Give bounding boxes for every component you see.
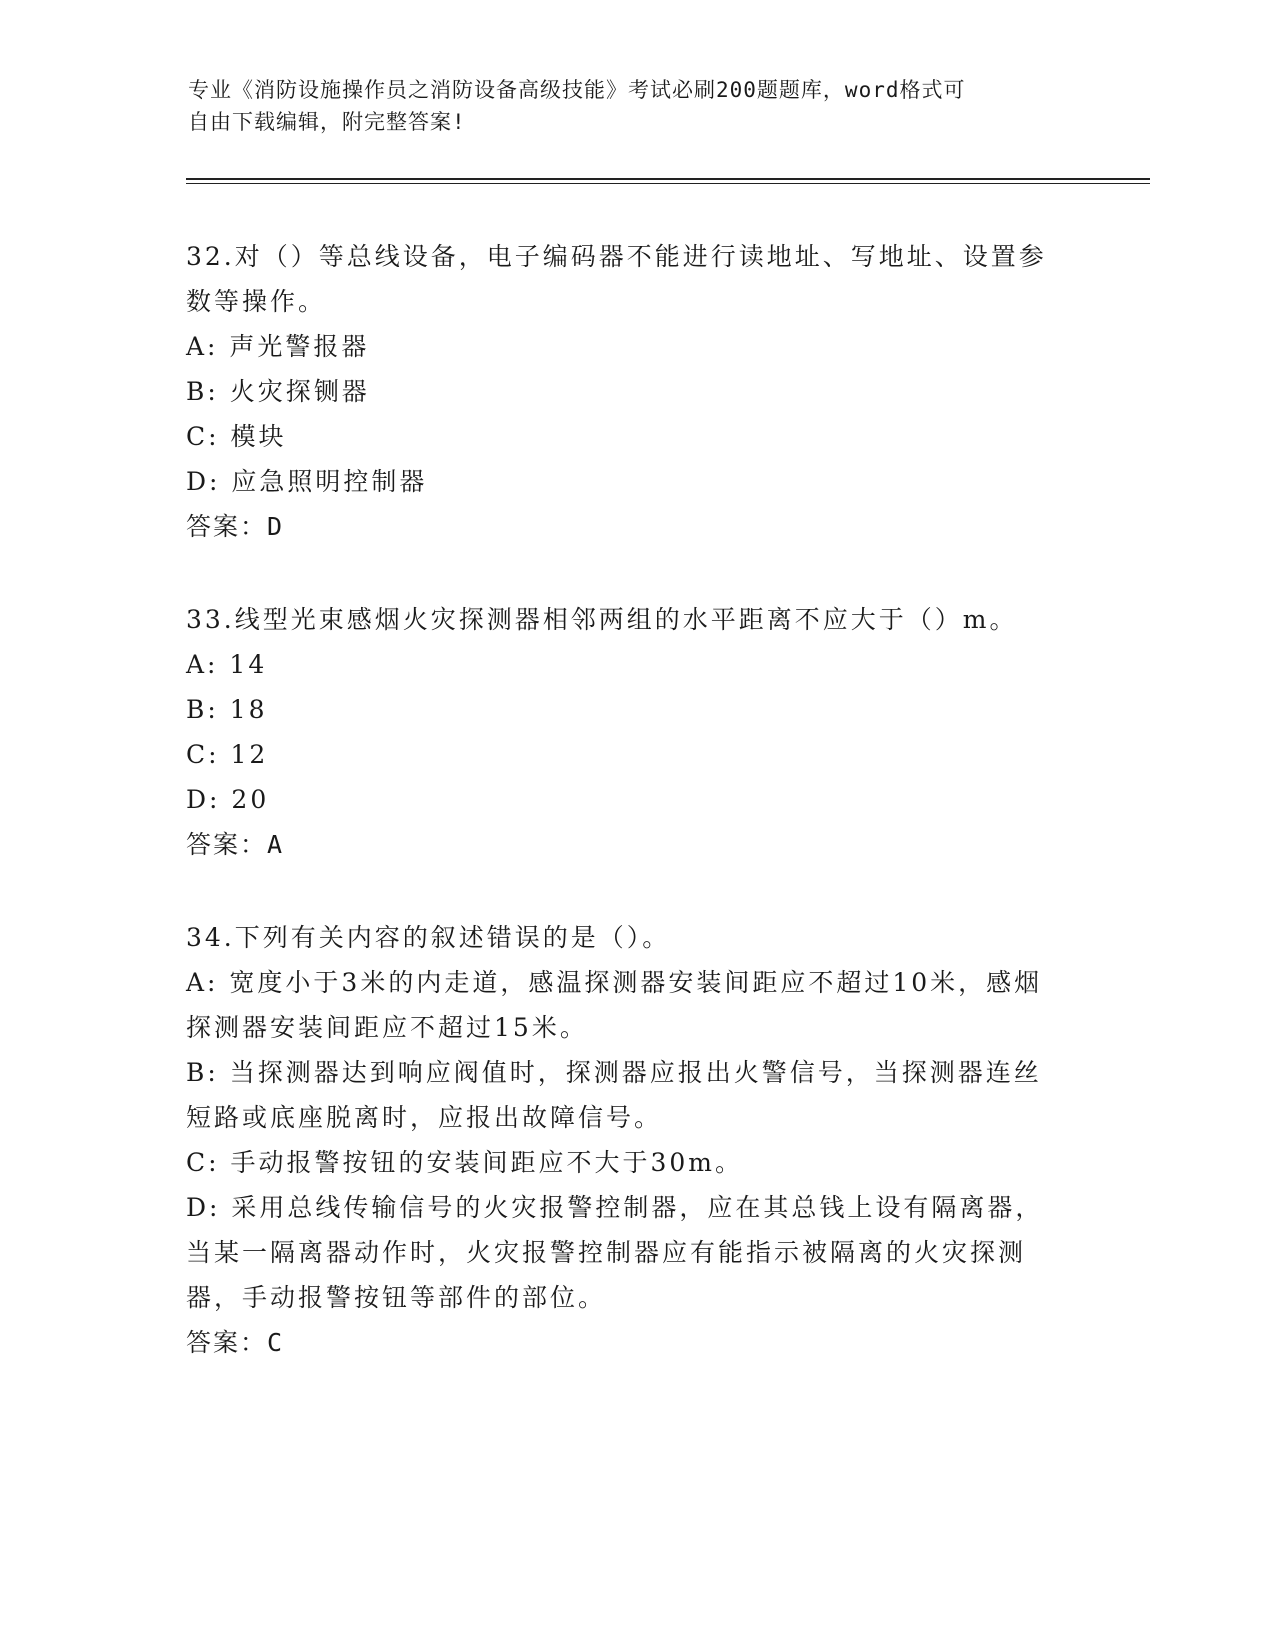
question-stem: 33.线型光束感烟火灾探测器相邻两组的水平距离不应大于（）m。: [186, 605, 1018, 634]
header-line-2: 自由下载编辑，附完整答案!: [188, 110, 466, 134]
option-c: C: 模块: [186, 422, 287, 451]
option-a: A: 宽度小于3米的内走道，感温探测器安装间距应不超过10米，感烟探测器安装间距应不超过15米。: [186, 968, 1043, 1042]
option-a: A: 声光警报器: [186, 332, 370, 361]
question-stem: 32.对（）等总线设备，电子编码器不能进行读地址、写地址、设置参数等操作。: [186, 242, 1047, 316]
option-d: D: 20: [186, 785, 270, 814]
option-b: B: 当探测器达到响应阀值时，探测器应报出火警信号，当探测器连丝短路或底座脱离时，应报出故障信号。: [186, 1058, 1042, 1132]
option-d: D: 应急照明控制器: [186, 467, 428, 496]
document-header: [188, 74, 1068, 138]
option-b: B: 18: [186, 695, 268, 724]
question-33: [186, 597, 1066, 867]
header-divider-thin: [186, 183, 1150, 184]
question-stem: 34.下列有关内容的叙述错误的是（）。: [186, 923, 671, 952]
header-line-1: 专业《消防设施操作员之消防设备高级技能》考试必刷200题题库，word格式可: [188, 78, 966, 102]
header-divider: [186, 178, 1150, 180]
answer-line: 答案：A: [186, 830, 285, 859]
option-a: A: 14: [186, 650, 268, 679]
answer-line: 答案：C: [186, 1328, 285, 1357]
question-34: [186, 915, 1066, 1365]
option-c: C: 12: [186, 740, 269, 769]
answer-line: 答案：D: [186, 512, 285, 541]
option-d: D: 采用总线传输信号的火灾报警控制器，应在其总钱上设有隔离器，当某一隔离器动作时，火灾报警控制器应有能指示被隔离的火灾探测器，手动报警按钮等部件的部位。: [186, 1193, 1044, 1312]
question-32: [186, 234, 1066, 549]
option-c: C: 手动报警按钮的安装间距应不大于30m。: [186, 1148, 744, 1177]
option-b: B: 火灾探铡器: [186, 377, 370, 406]
